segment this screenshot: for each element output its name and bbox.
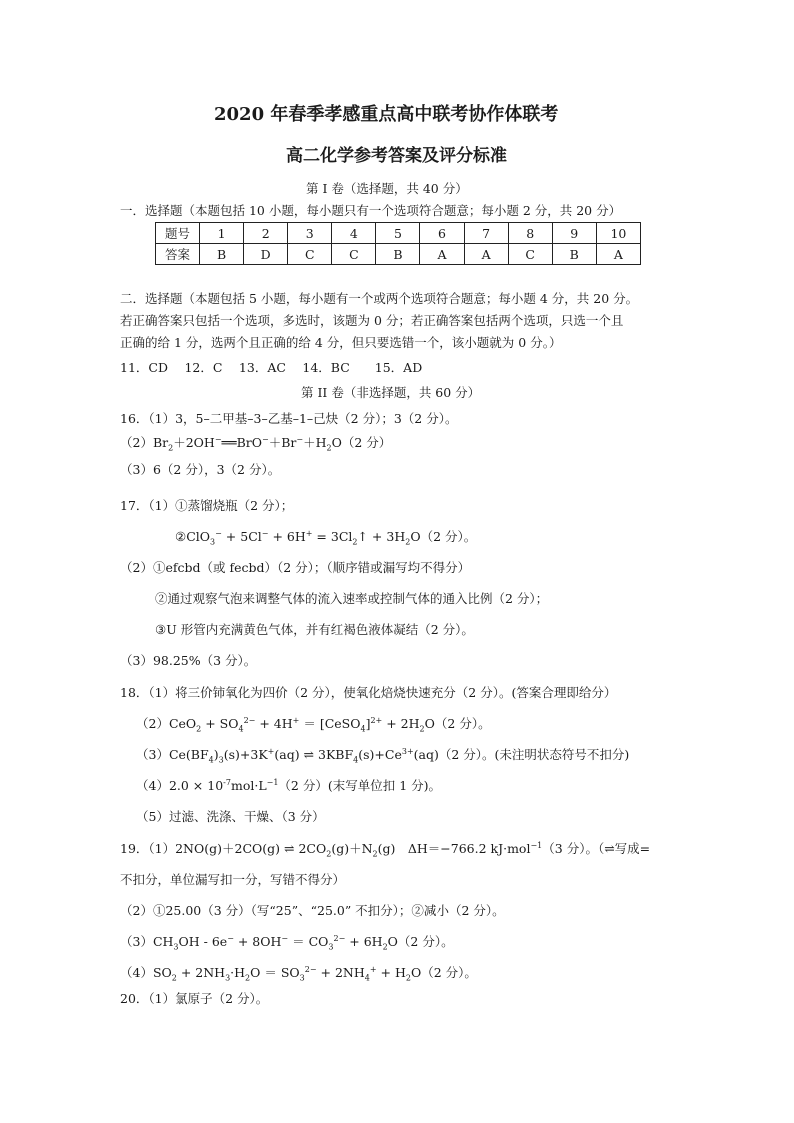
page-subtitle: 高二化学参考答案及评分标准 <box>286 146 507 166</box>
q17-line6: （3）98.25%（3 分）。 <box>120 653 257 668</box>
table-cell: 5 <box>376 223 420 244</box>
table-cell: 2 <box>244 223 288 244</box>
q17-line1: 17．（1）①蒸馏烧瓶（2 分）； <box>120 498 294 513</box>
q18-line1: 18．（1）将三价铈氧化为四价（2 分），使氧化焙烧快速充分（2 分）。(答案合理即给分） <box>120 685 617 700</box>
table-cell: D <box>244 244 288 265</box>
section2-intro-line1: 二．选择题（本题包括 5 小题，每小题有一个或两个选项符合题意；每小题 4 分，共 20 分。 <box>120 291 639 306</box>
q18-line5: （5）过滤、洗涤、干燥、（3 分） <box>136 809 325 824</box>
q18-line3: $(3)Ce(BF_4)_3(s)+3K^+(aq)$ ⇌ $3KBF_4(s)+Ce^{3+}(aq)(2$ 分）。(未注明状态符号不扣分) <box>136 746 630 765</box>
q20-line1: 20．（1）氯原子（2 分）。 <box>120 991 269 1006</box>
answer-table <box>155 222 641 265</box>
table-cell: 1 <box>200 223 244 244</box>
q16-line1: 16．（1）3，5–二甲基–3–乙基–1–己炔（2 分）；3（2 分）。 <box>120 411 458 426</box>
table-cell: C <box>508 244 552 265</box>
table-cell: C <box>288 244 332 265</box>
table-cell: B <box>376 244 420 265</box>
table-row-answers <box>156 244 641 265</box>
table-cell: A <box>420 244 464 265</box>
section2-intro-line2: 若正确答案只包括一个选项，多选时，该题为 0 分；若正确答案包括两个选项，只选一个且 <box>120 313 624 328</box>
table-cell: B <box>200 244 244 265</box>
q17-line2: ②ClO$_3$− + $5Cl^- + 6H^+ = 3Cl_2↑ + 3H_2O(2$ 分）。 <box>175 528 477 547</box>
q19-line5: $(4)SO_2 + 2NH_3\cdot H_2O = SO_3^{2-} + 2NH_4^+ + H_2O(2$ 分）。 <box>120 964 477 983</box>
q19-line4: $(3)CH_3OH - 6e^- + 8OH^- = CO_3^{2-} + 6H_2O(2$ 分）。 <box>120 933 454 952</box>
q19-line1: 19．（1）2NO(g)＋2CO(g) ⇌ $2CO_2(g)+N_2(g)$ ΔH＝−766.2 kJ·mol$^{-1}$（3 分）。（⇌写成= <box>120 840 651 859</box>
row-header-answer: 答案 <box>156 244 200 265</box>
table-cell: A <box>596 244 640 265</box>
table-cell: B <box>552 244 596 265</box>
q17-line3: （2）①efcbd（或 fecbd）（2 分）；（顺序错或漏写均不得分） <box>120 560 471 575</box>
q19-line3: （2）①25.00（3 分）（写“25”、“25.0” 不扣分）；②减小（2 分）。 <box>120 903 505 918</box>
q18-line2: $(2)CeO_2 + SO_4^{2-} + 4H^+$ ＝ [CeSO$_4$]$^{2+}$ + $2H_2O(2$ 分）。 <box>136 715 491 734</box>
q18-line4: $(4)2.0 \times 10^{-7}mol\cdot L^{-1}(2$ 分）(末写单位扣 1 分)。 <box>136 777 442 793</box>
q16-line2: $(2)Br_2+2OH^-══BrO^-+Br^-+H_2O(2$ 分） <box>120 434 392 453</box>
table-row-numbers <box>156 223 641 244</box>
page-title: 2020 年春季孝感重点高中联考协作体联考 <box>214 104 559 125</box>
table-cell: 4 <box>332 223 376 244</box>
table-cell: 6 <box>420 223 464 244</box>
table-cell: A <box>464 244 508 265</box>
table-cell: 7 <box>464 223 508 244</box>
section1-intro: 一．选择题（本题包括 10 小题，每小题只有一个选项符合题意；每小题 2 分，共 20 分） <box>120 203 622 218</box>
table-cell: C <box>332 244 376 265</box>
section2-answers: 11．CD 12．C 13．AC 14．BC 15．AD <box>120 360 423 375</box>
table-cell: 10 <box>596 223 640 244</box>
table-cell: 8 <box>508 223 552 244</box>
part2-heading: 第 II 卷（非选择题，共 60 分） <box>301 385 481 400</box>
table-cell: 3 <box>288 223 332 244</box>
section2-intro-line3: 正确的给 1 分，选两个且正确的给 4 分，但只要选错一个，该小题就为 0 分。） <box>120 335 562 350</box>
table-cell: 9 <box>552 223 596 244</box>
q17-line4: ②通过观察气泡来调整气体的流入速率或控制气体的通入比例（2 分）； <box>155 591 549 606</box>
q19-line2: 不扣分，单位漏写扣一分，写错不得分） <box>120 872 346 887</box>
row-header-number: 题号 <box>156 223 200 244</box>
q16-line3: （3）6（2 分），3（2 分）。 <box>120 462 281 477</box>
part1-heading: 第 I 卷（选择题，共 40 分） <box>306 181 468 196</box>
q17-line5: ③U 形管内充满黄色气体，并有红褐色液体凝结（2 分）。 <box>155 622 474 637</box>
